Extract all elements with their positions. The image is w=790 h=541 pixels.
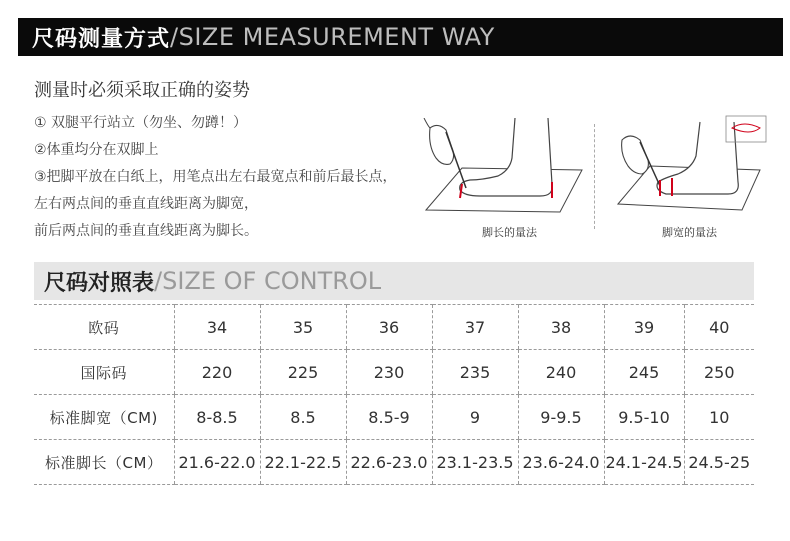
table-cell: 35 <box>260 305 346 350</box>
table-cell: 22.6-23.0 <box>346 440 432 485</box>
table-cell: 245 <box>604 350 684 395</box>
table-cell: 38 <box>518 305 604 350</box>
instruction-line: ②体重均分在双脚上 <box>34 142 159 158</box>
table-row <box>34 305 754 350</box>
table-cell: 250 <box>684 350 754 395</box>
table-cell: 220 <box>174 350 260 395</box>
row-label: 欧码 <box>34 305 174 350</box>
table-cell: 22.1-22.5 <box>260 440 346 485</box>
table-cell: 9.5-10 <box>604 395 684 440</box>
table-cell: 9-9.5 <box>518 395 604 440</box>
table-cell: 230 <box>346 350 432 395</box>
table-row <box>34 395 754 440</box>
table-cell: 39 <box>604 305 684 350</box>
instruction-line: ③把脚平放在白纸上，用笔点出左右最宽点和前后最长点， <box>34 169 397 185</box>
instructions-title: 测量时必须采取正确的姿势 <box>34 80 250 101</box>
row-label: 标准脚长（CM） <box>34 440 174 485</box>
foot-width-illustration <box>610 112 770 222</box>
instruction-line: 前后两点间的垂直直线距离为脚长。 <box>34 223 258 239</box>
table-cell: 34 <box>174 305 260 350</box>
table-cell: 36 <box>346 305 432 350</box>
measurement-section-header <box>18 18 783 56</box>
table-cell: 37 <box>432 305 518 350</box>
table-cell: 235 <box>432 350 518 395</box>
table-cell: 8.5 <box>260 395 346 440</box>
table-cell: 40 <box>684 305 754 350</box>
table-cell: 21.6-22.0 <box>174 440 260 485</box>
size-chart-header <box>34 262 754 300</box>
row-label: 国际码 <box>34 350 174 395</box>
table-cell: 225 <box>260 350 346 395</box>
table-cell: 10 <box>684 395 754 440</box>
table-cell: 9 <box>432 395 518 440</box>
size-chart-title-en: /SIZE OF CONTROL <box>154 267 382 295</box>
table-row <box>34 440 754 485</box>
width-caption: 脚宽的量法 <box>662 226 717 239</box>
table-cell: 8.5-9 <box>346 395 432 440</box>
table-cell: 23.1-23.5 <box>432 440 518 485</box>
length-caption: 脚长的量法 <box>482 226 537 239</box>
table-cell: 240 <box>518 350 604 395</box>
table-row <box>34 350 754 395</box>
table-cell: 24.5-25 <box>684 440 754 485</box>
illustration-divider <box>594 124 595 229</box>
size-table <box>34 304 754 485</box>
table-cell: 23.6-24.0 <box>518 440 604 485</box>
instruction-line: ① 双腿平行站立（勿坐、勿蹲！） <box>34 115 248 131</box>
table-cell: 24.1-24.5 <box>604 440 684 485</box>
foot-length-illustration <box>420 118 590 223</box>
instruction-line: 左右两点间的垂直直线距离为脚宽， <box>34 196 258 212</box>
measurement-instructions <box>34 76 434 248</box>
row-label: 标准脚宽（CM) <box>34 395 174 440</box>
measurement-title-en: /SIZE MEASUREMENT WAY <box>170 23 495 51</box>
measurement-title-cn: 尺码测量方式 <box>32 26 171 52</box>
size-chart-title-cn: 尺码对照表 <box>44 270 155 296</box>
table-cell: 8-8.5 <box>174 395 260 440</box>
